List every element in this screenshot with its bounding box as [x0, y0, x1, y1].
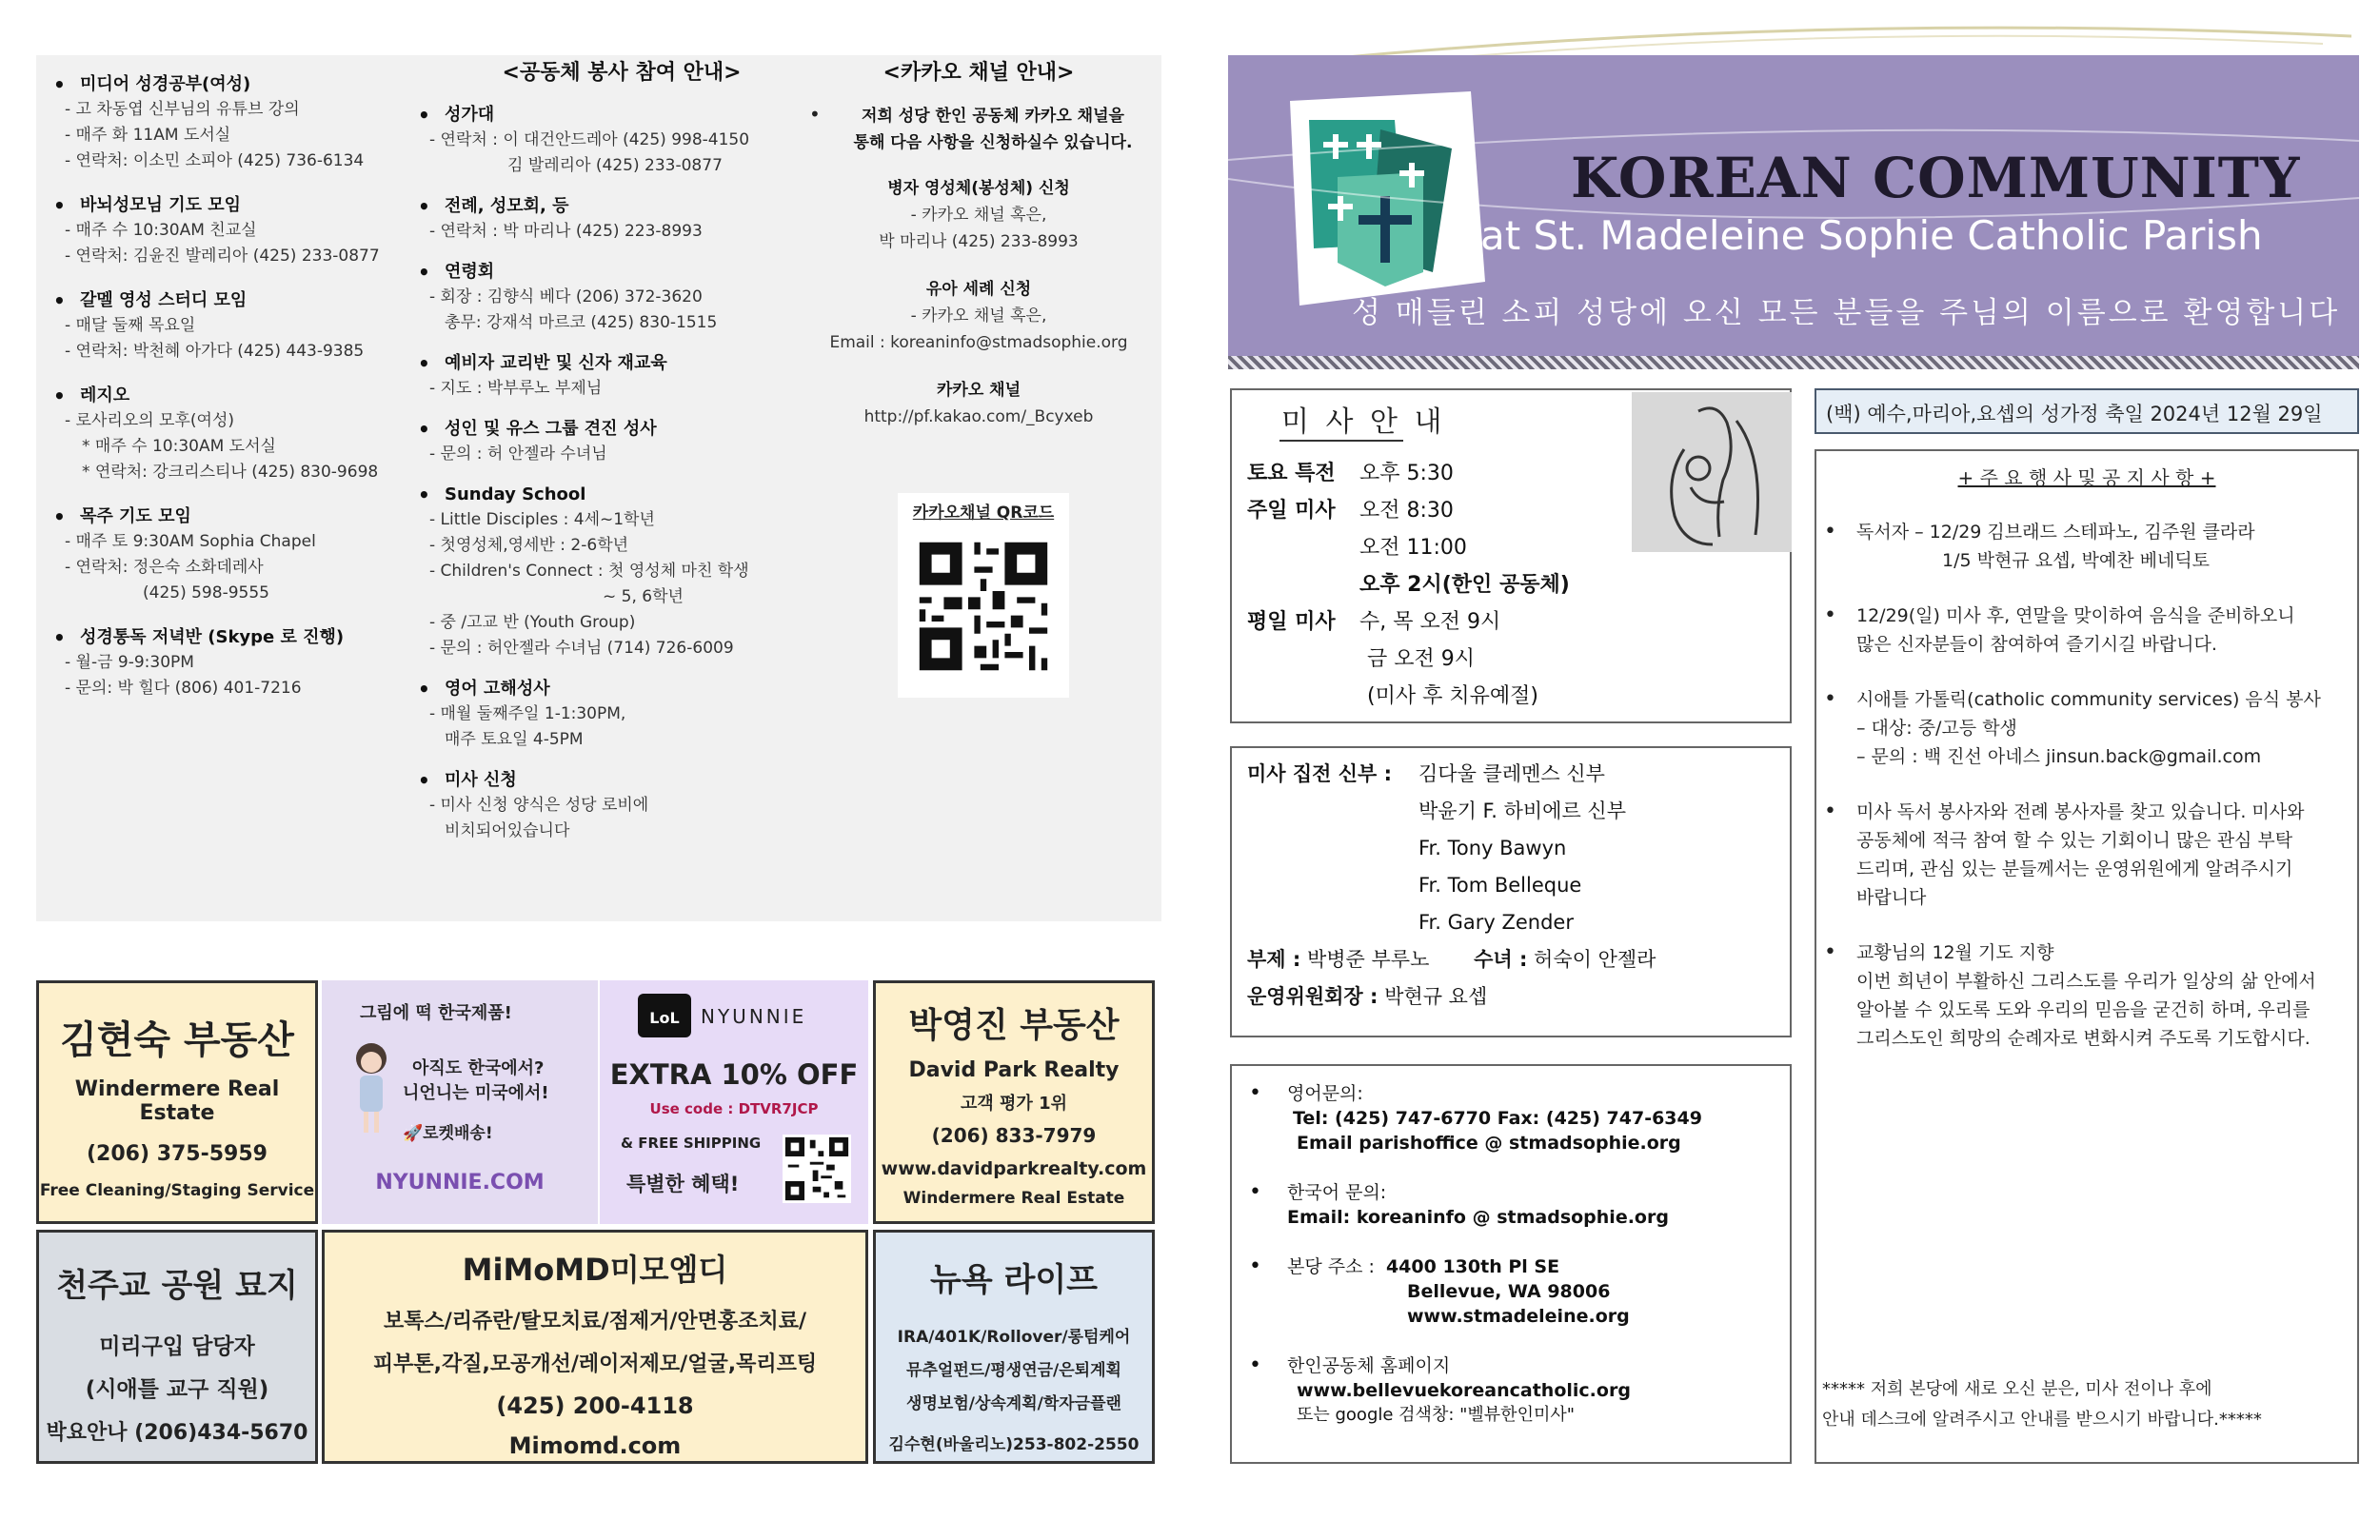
kakao-block-title: 카카오 채널	[936, 381, 1021, 400]
feast-day-text: (백) 예수,마리아,요셉의 성가정 축일 2024년 12월 29일	[1826, 403, 2323, 425]
group-title: • 갈멜 영성 스터디 모임	[48, 288, 428, 313]
kakao-block-title: 병자 영성체(봉성체) 신청	[887, 179, 1070, 198]
ad-nyunnie-offer[interactable]	[600, 980, 868, 1224]
group-section	[48, 625, 428, 701]
notice-line: 바랍니다	[1856, 887, 1927, 908]
ad-website: www.davidparkrealty.com	[881, 1158, 1147, 1179]
ad-phone: (425) 200-4118	[496, 1392, 694, 1419]
notice-line: – 문의 : 백 진선 아네스 jinsun.back@gmail.com	[1856, 746, 2262, 767]
service-section	[412, 103, 831, 179]
contact-phone[interactable]: Tel: (425) 747-6770 Fax: (425) 747-6349	[1293, 1108, 1702, 1129]
deacon-name: 박병준 부루노	[1306, 948, 1430, 971]
mass-schedule-box	[1230, 388, 1792, 723]
group-title: • 바뇌성모님 기도 모임	[48, 193, 428, 218]
service-title: • Sunday School	[412, 483, 831, 507]
ad-title: 뉴욕 라이프	[929, 1261, 1099, 1299]
service-line: 총무: 강재석 마르코 (425) 830-1515	[445, 313, 718, 332]
girl-illustration-icon	[343, 1037, 400, 1142]
contact-item	[1232, 1254, 1790, 1329]
group-line: - 매주 화 11AM 도서실	[65, 126, 231, 145]
qr-code-icon[interactable]	[907, 530, 1060, 682]
group-section	[48, 288, 428, 365]
notice-item	[1816, 798, 2357, 912]
priest-name: 김다울 클레멘스 신부	[1418, 762, 1605, 785]
service-line: - Little Disciples : 4세~1학년	[429, 510, 655, 529]
mass-row	[1247, 566, 1570, 603]
notices-box	[1815, 449, 2359, 1464]
ad-rating: 고객 평가 1위	[961, 1094, 1067, 1114]
mass-times	[1247, 455, 1570, 715]
notice-item	[1816, 685, 2357, 771]
qr-label: 카카오채널 QR코드	[912, 503, 1055, 523]
service-line: - 지도 : 박부루노 부제님	[429, 379, 603, 398]
notice-line: 공동체에 적극 참여 할 수 있는 기회이니 많은 관심 부탁	[1856, 830, 2293, 851]
service-section	[412, 768, 831, 844]
ad-kim-realestate[interactable]	[36, 980, 318, 1224]
notice-line: • 시애틀 가톨릭(catholic community services) 음식 봉사	[1856, 689, 2321, 710]
notice-line: 이번 희년이 부활하신 그리스도를 우리가 일상의 삶 안에서	[1856, 971, 2316, 992]
notices-list	[1816, 518, 2357, 1079]
ad-line: 생명보험/상속계획/학자금플랜	[906, 1394, 1121, 1413]
footer-line: 안내 데스크에 알려주시고 안내를 받으시기 바랍니다.*****	[1822, 1410, 2262, 1430]
service-title: • 연령회	[412, 260, 831, 285]
ad-code: Use code : DTVR7JCP	[649, 1100, 819, 1117]
shopping-bag-icon: LoL	[638, 994, 691, 1037]
service-line: - 미사 신청 양식은 성당 로비에	[429, 796, 649, 815]
kakao-block-line: Email : koreaninfo@stmadsophie.org	[829, 333, 1128, 352]
info-panel	[36, 55, 1161, 921]
contact-label: • 한인공동체 홈페이지	[1287, 1355, 1451, 1376]
notice-line: – 대상: 중/고등 학생	[1856, 718, 2017, 739]
contact-label: • 영어문의:	[1287, 1083, 1363, 1104]
notice-line: 많은 신자분들이 참여하여 즐기시길 바랍니다.	[1856, 634, 2217, 655]
kakao-intro-line: 통해 다음 사항을 신청하실수 있습니다.	[853, 133, 1133, 152]
contact-label: • 한국어 문의:	[1287, 1182, 1387, 1203]
ad-mimomd[interactable]	[322, 1230, 868, 1464]
kakao-heading: <카카오 채널 안내>	[883, 61, 1075, 85]
ad-phone: 김수현(바울리노)253-802-2550	[888, 1435, 1140, 1454]
group-section	[48, 193, 428, 269]
mass-time: 오전 8:30	[1359, 499, 1454, 523]
service-line: - 문의 : 허안젤라 수녀님 (714) 726-6009	[429, 639, 734, 658]
group-section	[48, 504, 428, 606]
service-line: - 매월 둘째주일 1-1:30PM,	[429, 704, 626, 723]
ad-line: 보톡스/리쥬란/탈모치료/점제거/안면홍조치료/	[384, 1310, 806, 1333]
service-line: ~ 5, 6학년	[603, 587, 684, 606]
service-section	[412, 677, 831, 753]
priest-name: Fr. Gary Zender	[1418, 911, 1574, 934]
holy-family-icon	[1632, 392, 1792, 552]
mass-time: 오전 11:00	[1359, 536, 1467, 560]
service-column	[412, 55, 831, 863]
ad-line: 피부톤,각질,모공개선/레이저제모/얼굴,목리프팅	[372, 1352, 818, 1376]
clergy-row	[1247, 756, 1656, 793]
ad-nyunnie[interactable]	[322, 980, 598, 1224]
mass-row	[1247, 641, 1570, 678]
deacon-label: 부제 :	[1247, 948, 1301, 971]
service-line: 비치되어있습니다	[445, 821, 570, 840]
group-line: - 매달 둘째 목요일	[65, 316, 196, 335]
service-section	[412, 351, 831, 402]
header-banner	[1228, 55, 2359, 369]
mass-day: 주일 미사	[1247, 499, 1336, 523]
clergy-row	[1247, 978, 1656, 1016]
ad-title: 박영진 부동산	[908, 1006, 1120, 1045]
clergy-label: 미사 집전 신부 :	[1247, 762, 1393, 785]
ad-brand: NYUNNIE	[701, 1005, 807, 1028]
group-line: - 로사리오의 모후(여성)	[65, 411, 235, 430]
kakao-block-line: - 카카오 채널 혹은,	[910, 206, 1047, 225]
contact-item	[1232, 1353, 1790, 1428]
kakao-intro: • 저희 성당 한인 공동체 카카오 채널을 통해 다음 사항을 신청하실수 있습니다.	[798, 103, 1160, 156]
title-underline	[1279, 440, 1403, 442]
service-line: - 회장 : 김향식 베다 (206) 372-3620	[429, 287, 703, 306]
group-title: • 성경통독 저녁반 (Skype 로 진행)	[48, 625, 428, 650]
service-title: • 성인 및 유스 그룹 견진 성사	[412, 417, 831, 442]
service-line: - Children's Connect : 첫 영성체 마친 학생	[429, 562, 749, 581]
ad-website: NYUNNIE.COM	[375, 1171, 545, 1194]
ad-line: 뮤추얼펀드/평생연금/은퇴계획	[906, 1361, 1121, 1380]
group-line: - 연락처: 박천혜 아가다 (425) 443-9385	[65, 342, 365, 361]
service-title: • 영어 고해성사	[412, 677, 831, 701]
parish-website-link[interactable]: www.stmadeleine.org	[1407, 1306, 1630, 1327]
mass-row	[1247, 455, 1570, 492]
clergy-list	[1247, 756, 1656, 1016]
notice-line: • 미사 독서 봉사자와 전례 봉사자를 찾고 있습니다. 미사와	[1856, 801, 2305, 822]
ad-line: 니언니는 미국에서!	[403, 1083, 549, 1103]
priest-name: Fr. Tony Bawyn	[1418, 837, 1567, 859]
notices-title: + 주 요 행 사 및 공 지 사 항 +	[1957, 466, 2216, 489]
group-title: • 목주 기도 모임	[48, 504, 428, 529]
ad-line: 🚀로켓배송!	[403, 1124, 493, 1143]
kakao-block	[798, 175, 1160, 255]
mass-time: 수, 목 오전 9시	[1359, 610, 1501, 634]
banner-welcome: 성 매들린 소피 성당에 오신 모든 분들을 주님의 이름으로 환영합니다	[1352, 296, 2341, 330]
ad-phone: 박요안나 (206)434-5670	[46, 1421, 308, 1445]
ad-phone: (206) 833-7979	[931, 1124, 1097, 1147]
ad-offer: EXTRA 10% OFF	[609, 1058, 859, 1091]
ad-newyork-life[interactable]	[873, 1230, 1155, 1464]
ad-line: 아직도 한국에서?	[412, 1058, 545, 1078]
address-line: Bellevue, WA 98006	[1407, 1281, 1611, 1302]
banner-title: KOREAN COMMUNITY	[1571, 146, 2301, 210]
notice-line: • 독서자 – 12/29 김브래드 스테파노, 김주원 클라라	[1856, 522, 2255, 543]
mass-time: 오후 2시(한인 공동체)	[1359, 573, 1570, 597]
contact-item	[1232, 1180, 1790, 1230]
footer-line: ***** 저희 본당에 새로 오신 분은, 미사 전이나 후에	[1822, 1379, 2212, 1399]
group-section	[48, 384, 428, 485]
service-line: 매주 토요일 4-5PM	[445, 730, 584, 749]
ad-line: 그림에 떡 한국제품!	[360, 1003, 512, 1023]
service-line: - 연락처 : 박 마리나 (425) 223-8993	[429, 222, 703, 241]
group-line: (425) 598-9555	[143, 583, 269, 602]
notice-item	[1816, 938, 2357, 1053]
service-line: - 중 /고교 반 (Youth Group)	[429, 613, 636, 632]
group-line: - 연락처: 김윤진 발레리아 (425) 233-0877	[65, 247, 380, 266]
service-section	[412, 194, 831, 245]
ad-line: (시애틀 교구 직원)	[85, 1377, 269, 1402]
notice-line: 1/5 박현규 요셉, 박예찬 베네딕토	[1942, 550, 2211, 571]
service-title: • 미사 신청	[412, 768, 831, 793]
service-line: - 연락처 : 이 대건안드레아 (425) 998-4150	[429, 130, 750, 149]
mass-row	[1247, 492, 1570, 529]
ad-cemetery[interactable]	[36, 1230, 318, 1464]
kakao-block-line: - 카카오 채널 혹은,	[910, 306, 1047, 326]
service-title: • 예비자 교리반 및 신자 재교육	[412, 351, 831, 376]
mass-row	[1247, 603, 1570, 641]
kakao-column	[798, 55, 1160, 912]
clergy-box	[1230, 746, 1792, 1037]
service-title: • 성가대	[412, 103, 831, 128]
feast-day-box	[1815, 388, 2359, 434]
service-line: - 문의 : 허 안젤라 수녀님	[429, 444, 607, 464]
mass-time: 금 오전 9시	[1367, 647, 1475, 671]
group-line: - 매주 토 9:30AM Sophia Chapel	[65, 532, 316, 551]
group-title: • 미디어 성경공부(여성)	[48, 72, 428, 97]
contact-email[interactable]: Email parishoffice @ stmadsophie.org	[1297, 1133, 1681, 1154]
group-line: - 월-금 9-9:30PM	[65, 653, 194, 672]
ad-line: IRA/401K/Rollover/롱텀케어	[897, 1328, 1131, 1347]
ad-title: 김현숙 부동산	[60, 1018, 294, 1062]
group-line: * 매주 수 10:30AM 도서실	[82, 437, 276, 456]
sister-label: 수녀 :	[1474, 948, 1528, 971]
group-line: - 연락처: 이소민 소피아 (425) 736-6134	[65, 151, 365, 170]
ad-park-realty[interactable]	[873, 980, 1155, 1224]
mass-day: 평일 미사	[1247, 610, 1336, 634]
search-hint: 또는 google 검색창: "벨뷰한인미사"	[1297, 1405, 1576, 1425]
ad-line: 미리구입 담당자	[99, 1334, 255, 1359]
notice-line: 드리며, 관심 있는 분들께서는 운영위원에게 알려주시기	[1856, 859, 2293, 879]
qr-code-icon[interactable]	[783, 1135, 851, 1203]
community-website-link[interactable]: www.bellevuekoreancatholic.org	[1297, 1380, 1631, 1401]
ad-phone: (206) 375-5959	[87, 1142, 268, 1166]
contact-label: 본당 주소 :	[1287, 1256, 1375, 1277]
contact-list	[1232, 1081, 1790, 1452]
kakao-block-line: 박 마리나 (425) 233-8993	[879, 232, 1079, 251]
chair-label: 운영위원회장 :	[1247, 985, 1378, 1008]
kakao-channel-link[interactable]: http://pf.kakao.com/_Bcyxeb	[863, 407, 1094, 426]
contact-item	[1232, 1081, 1790, 1155]
priest-name: 박윤기 F. 하비에르 신부	[1418, 800, 1626, 822]
groups-column	[48, 72, 428, 721]
ad-service: Free Cleaning/Staging Service	[39, 1181, 315, 1200]
group-line: * 연락처: 강크리스티나 (425) 830-9698	[82, 463, 379, 482]
kakao-block-title: 유아 세례 신청	[925, 280, 1032, 299]
notice-line: 그리스도인 희망의 순례자로 변화시켜 주도록 기도합시다.	[1856, 1028, 2311, 1049]
service-title: • 전례, 성모회, 등	[412, 194, 831, 219]
group-line: - 매주 수 10:30AM 친교실	[65, 221, 257, 240]
service-line: - 첫영성체,영세반 : 2-6학년	[429, 536, 629, 555]
ad-title: 천주교 공원 묘지	[56, 1267, 298, 1305]
kakao-intro-line: 저희 성당 한인 공동체 카카오 채널을	[862, 107, 1124, 126]
mass-time: (미사 후 치유예절)	[1367, 684, 1538, 708]
service-section	[412, 417, 831, 467]
notice-item	[1816, 602, 2357, 659]
notice-line: • 교황님의 12월 기도 지향	[1856, 942, 2054, 963]
ad-title: MiMoMD미모엠디	[462, 1252, 728, 1288]
address-line: 4400 130th Pl SE	[1385, 1256, 1560, 1277]
mass-row	[1247, 678, 1570, 715]
service-section	[412, 483, 831, 661]
service-heading: <공동체 봉사 참여 안내>	[502, 61, 742, 85]
chair-name: 박현규 요셉	[1384, 985, 1488, 1008]
group-section	[48, 72, 428, 174]
notice-line: 알아볼 수 있도록 도와 우리의 믿음을 굳건히 하며, 우리를	[1856, 999, 2311, 1020]
notice-item	[1816, 518, 2357, 575]
ad-shipping: & FREE SHIPPING	[621, 1135, 762, 1152]
service-line: 김 발레리아 (425) 233-0877	[507, 156, 723, 175]
group-line: - 고 차동엽 신부님의 유튜브 강의	[65, 100, 300, 119]
notice-line: • 12/29(일) 미사 후, 연말을 맞이하여 음식을 준비하오니	[1856, 605, 2295, 626]
priest-name: Fr. Tom Belleque	[1418, 874, 1582, 897]
mass-row	[1247, 529, 1570, 566]
service-section	[412, 260, 831, 336]
contact-box	[1230, 1064, 1792, 1464]
notices-footer	[1822, 1374, 2262, 1435]
ad-website: Mimomd.com	[508, 1432, 682, 1459]
ad-firm: Windermere Real Estate	[902, 1189, 1125, 1208]
ad-benefit: 특별한 혜택!	[626, 1173, 740, 1195]
mass-day: 토요 특전	[1247, 462, 1336, 485]
group-line: - 연락처: 정은숙 소화데레사	[65, 558, 264, 577]
contact-email[interactable]: Email: koreaninfo @ stmadsophie.org	[1287, 1207, 1669, 1228]
mass-title: 미 사 안 내	[1281, 405, 1446, 439]
group-title: • 레지오	[48, 384, 428, 408]
mass-time: 오후 5:30	[1359, 462, 1454, 485]
group-line: - 문의: 박 힐다 (806) 401-7216	[65, 679, 302, 698]
banner-subtitle: at St. Madeleine Sophie Catholic Parish	[1480, 212, 2263, 259]
banner-stripe	[1228, 356, 2359, 369]
kakao-qr-card	[898, 493, 1069, 698]
ad-company: Windermere Real Estate	[74, 1077, 280, 1125]
kakao-block	[798, 377, 1160, 430]
kakao-block	[798, 276, 1160, 356]
ad-company: David Park Realty	[908, 1058, 1120, 1082]
sister-name: 허숙이 안젤라	[1534, 948, 1656, 971]
clergy-row	[1247, 941, 1656, 978]
